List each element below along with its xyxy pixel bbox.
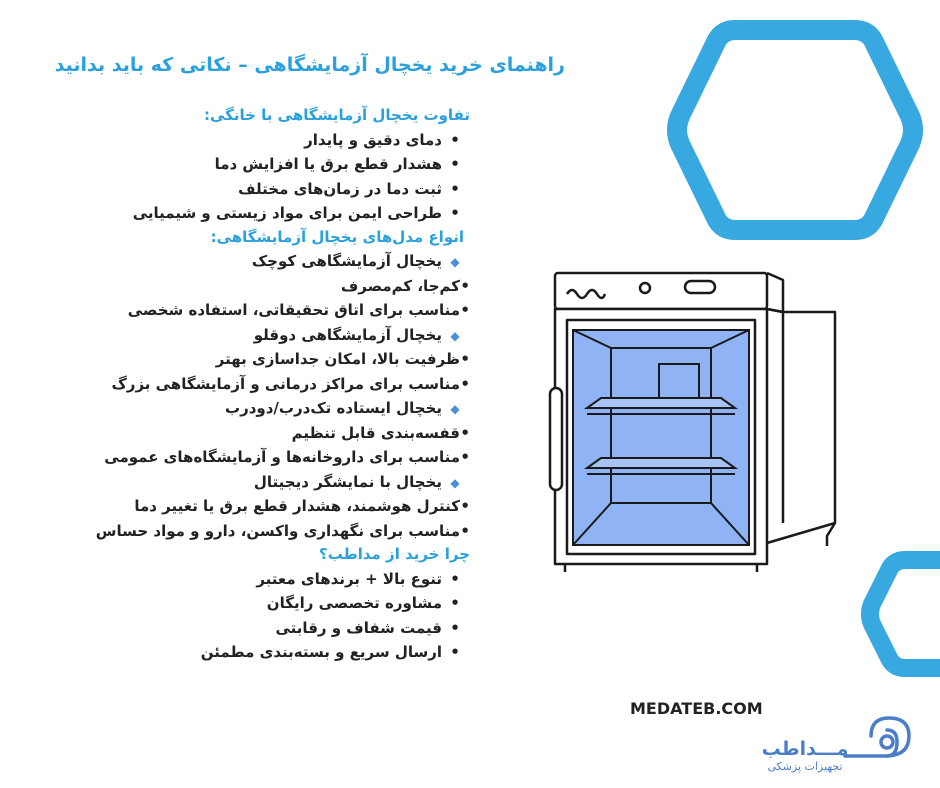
- feature-item: •مناسب برای اتاق تحقیقاتی، استفاده شخصی: [40, 298, 470, 323]
- bullet-icon: •: [450, 643, 460, 661]
- feature-item: •مناسب برای نگهداری واکسن، دارو و مواد حساس: [40, 519, 470, 544]
- fridge-glass: [573, 330, 749, 545]
- model-item: ◆یخچال با نمایشگر دیجیتال: [40, 470, 470, 495]
- hexagon-decoration-bottom: [860, 550, 940, 680]
- diamond-icon: ◆: [450, 402, 460, 416]
- logo-tagline: تجهیزات پزشکی: [767, 760, 843, 773]
- website-url: MEDATEB.COM: [630, 699, 763, 718]
- bullet-icon: •: [460, 521, 470, 540]
- bullet-icon: •: [450, 569, 460, 588]
- feature-item: •مناسب برای داروخانه‌ها و آزمایشگاه‌های عمومی: [40, 445, 470, 470]
- model-item: ◆یخچال آزمایشگاهی کوچک: [40, 249, 470, 274]
- list-item: •ارسال سریع و بسته‌بندی مطمئن: [40, 640, 470, 665]
- list-item: •هشدار قطع برق یا افزایش دما: [40, 152, 470, 177]
- list-item: •قیمت شفاف و رقابتی: [40, 616, 470, 641]
- bullet-icon: •: [450, 618, 460, 637]
- diamond-icon: ◆: [450, 255, 460, 269]
- diamond-icon: ◆: [450, 328, 460, 343]
- bullet-icon: •: [460, 423, 470, 442]
- feature-item: •قفسه‌بندی قابل تنظیم: [40, 421, 470, 446]
- bullet-icon: •: [450, 155, 460, 173]
- list-item: •ثبت دما در زمان‌های مختلف: [40, 177, 470, 202]
- content-block: [40, 104, 470, 665]
- feature-item: •کم‌جا، کم‌مصرف: [40, 274, 470, 299]
- page-title: راهنمای خرید یخچال آزمایشگاهی – نکاتی که باید بدانید: [54, 54, 565, 76]
- section-heading-types: انواع مدل‌های یخچال آزمایشگاهی:: [210, 227, 464, 246]
- bullet-icon: •: [460, 276, 470, 295]
- section-heading-differences: تفاوت یخچال آزمایشگاهی با خانگی:: [203, 106, 470, 124]
- list-item: •مشاوره تخصصی رایگان: [40, 591, 470, 616]
- bullet-icon: •: [450, 594, 460, 612]
- logo-name: مـــداطب: [761, 738, 849, 760]
- bullet-icon: •: [460, 497, 470, 515]
- fridge-handle: [550, 388, 562, 490]
- feature-item: •کنترل هوشمند، هشدار قطع برق یا تغییر دما: [40, 494, 470, 519]
- model-item: ◆یخچال آزمایشگاهی دوقلو: [40, 323, 470, 348]
- bullet-icon: •: [460, 301, 470, 319]
- feature-item: •ظرفیت بالا، امکان جداسازی بهتر: [40, 347, 470, 372]
- bullet-icon: •: [450, 204, 460, 222]
- bullet-icon: •: [460, 350, 470, 368]
- bullet-icon: •: [460, 448, 470, 466]
- logo-text: [760, 738, 850, 774]
- bullet-icon: •: [460, 374, 470, 393]
- section-heading-why: چرا خرید از مداطب؟: [319, 545, 470, 563]
- bullet-icon: •: [450, 130, 460, 149]
- list-item: •طراحی ایمن برای مواد زیستی و شیمیایی: [40, 201, 470, 226]
- hexagon-decoration-top: [660, 18, 930, 258]
- feature-item: •مناسب برای مراکز درمانی و آزمایشگاهی بزرگ: [40, 372, 470, 397]
- lab-fridge-illustration: [545, 268, 845, 574]
- bullet-icon: •: [450, 179, 460, 198]
- list-item: •تنوع بالا + برندهای معتبر: [40, 567, 470, 592]
- model-item: ◆یخچال ایستاده تک‌درب/دودرب: [40, 396, 470, 421]
- diamond-icon: ◆: [450, 475, 460, 490]
- list-item: •دمای دقیق و پایدار: [40, 128, 470, 153]
